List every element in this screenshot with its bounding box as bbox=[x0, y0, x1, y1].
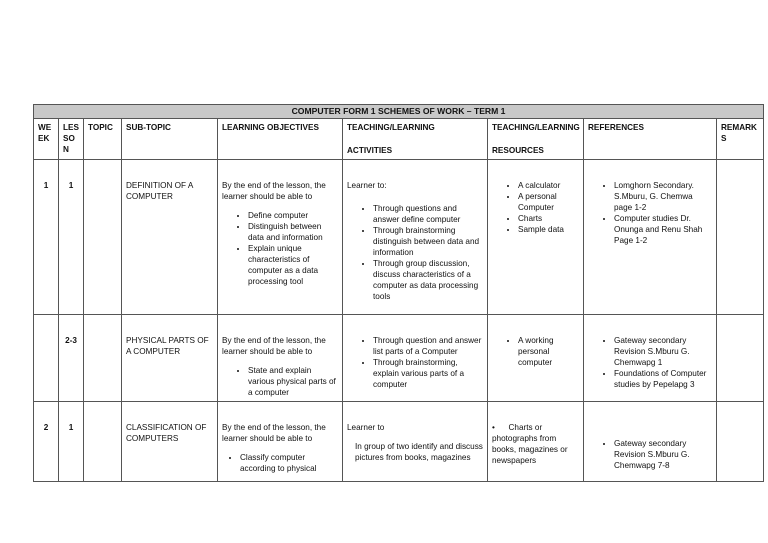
objectives-cell bbox=[218, 315, 343, 402]
list-item: • Computer studies Dr. Onunga and Renu Shah Page 1-2 bbox=[614, 213, 712, 246]
references-cell bbox=[584, 315, 717, 402]
list-item: • A working personal computer bbox=[518, 335, 579, 368]
activities-cell bbox=[343, 402, 488, 482]
list-item: • A calculator bbox=[518, 180, 579, 191]
list-item: • Sample data bbox=[518, 224, 579, 235]
list-item: • Through group discussion, discuss characteristics of a computer as data processing tools bbox=[373, 258, 483, 302]
list-item: • Foundations of Computer studies by Pepelapg 3 bbox=[614, 368, 712, 390]
lesson-cell: 2-3 bbox=[59, 315, 84, 402]
lesson-cell: 1 bbox=[59, 160, 84, 315]
references-cell bbox=[584, 160, 717, 315]
objectives-cell bbox=[218, 160, 343, 315]
list-item: • Through brainstorming, explain various parts of a computer bbox=[373, 357, 483, 390]
header-resources bbox=[488, 119, 584, 160]
subtopic-cell: PHYSICAL PARTS OF A COMPUTER bbox=[122, 315, 218, 402]
list-item: • Gateway secondary Revision S.Mburu G. Chemwapg 1 bbox=[614, 335, 712, 368]
header-references: REFERENCES bbox=[584, 119, 717, 160]
header-resources-line2: RESOURCES bbox=[492, 146, 544, 155]
week-cell: 2 bbox=[34, 402, 59, 482]
resource-text: Charts or photographs from books, magazines or newspapers bbox=[492, 423, 568, 465]
header-remarks: REMARK S bbox=[717, 119, 764, 160]
header-week: WE EK bbox=[34, 119, 59, 160]
list-item: • Classify computer according to physical bbox=[240, 452, 338, 474]
list-item: • Through question and answer list parts of a Computer bbox=[373, 335, 483, 357]
document-title: COMPUTER FORM 1 SCHEMES OF WORK – TERM 1 bbox=[34, 105, 764, 119]
list-item: • Gateway secondary Revision S.Mburu G. Chemwapg 7-8 bbox=[614, 438, 712, 471]
list-item: • Lomghorn Secondary. S.Mburu, G. Chemwa page 1-2 bbox=[614, 180, 712, 213]
remarks-cell bbox=[717, 160, 764, 315]
remarks-cell bbox=[717, 402, 764, 482]
objectives-intro: By the end of the lesson, the learner should be able to bbox=[222, 181, 326, 201]
subtopic-cell: DEFINITION OF A COMPUTER bbox=[122, 160, 218, 315]
list-item: • Explain unique characteristics of computer as a data processing tool bbox=[248, 243, 338, 287]
list-item: • Distinguish between data and information bbox=[248, 221, 338, 243]
header-row bbox=[34, 119, 764, 160]
activities-text: In group of two identify and discuss pictures from books, magazines bbox=[355, 442, 483, 462]
header-lesson: LES SO N bbox=[59, 119, 84, 160]
topic-cell bbox=[84, 402, 122, 482]
activities-cell bbox=[343, 315, 488, 402]
activities-intro: Learner to bbox=[347, 423, 385, 432]
list-item: • Charts bbox=[518, 213, 579, 224]
resources-cell bbox=[488, 315, 584, 402]
table-row bbox=[34, 160, 764, 315]
remarks-cell bbox=[717, 315, 764, 402]
header-topic: TOPIC bbox=[84, 119, 122, 160]
activities-cell bbox=[343, 160, 488, 315]
week-cell bbox=[34, 315, 59, 402]
list-item: • Define computer bbox=[248, 210, 338, 221]
header-objectives: LEARNING OBJECTIVES bbox=[218, 119, 343, 160]
topic-cell bbox=[84, 160, 122, 315]
objectives-intro: By the end of the lesson, the learner should be able to bbox=[222, 336, 326, 356]
resources-cell bbox=[488, 160, 584, 315]
header-activities-line2: ACTIVITIES bbox=[347, 146, 393, 155]
table-row bbox=[34, 315, 764, 402]
list-item: • Charts or photographs from books, magazines or newspapers bbox=[492, 423, 568, 465]
header-resources-line1: TEACHING/LEARNING bbox=[492, 123, 580, 132]
objectives-intro: By the end of the lesson, the learner should be able to bbox=[222, 423, 326, 443]
topic-cell bbox=[84, 315, 122, 402]
week-cell: 1 bbox=[34, 160, 59, 315]
list-item: • State and explain various physical parts of a computer bbox=[248, 365, 338, 398]
list-item: • A personal Computer bbox=[518, 191, 579, 213]
header-activities-line1: TEACHING/LEARNING bbox=[347, 123, 435, 132]
list-item: • Through brainstorming distinguish between data and information bbox=[373, 225, 483, 258]
header-activities bbox=[343, 119, 488, 160]
header-subtopic: SUB-TOPIC bbox=[122, 119, 218, 160]
subtopic-cell: CLASSIFICATION OF COMPUTERS bbox=[122, 402, 218, 482]
lesson-cell: 1 bbox=[59, 402, 84, 482]
table-row bbox=[34, 402, 764, 482]
resources-cell bbox=[488, 402, 584, 482]
references-cell bbox=[584, 402, 717, 482]
list-item: • Through questions and answer define computer bbox=[373, 203, 483, 225]
activities-intro: Learner to: bbox=[347, 181, 387, 190]
schemes-of-work-table bbox=[33, 104, 764, 482]
objectives-cell bbox=[218, 402, 343, 482]
